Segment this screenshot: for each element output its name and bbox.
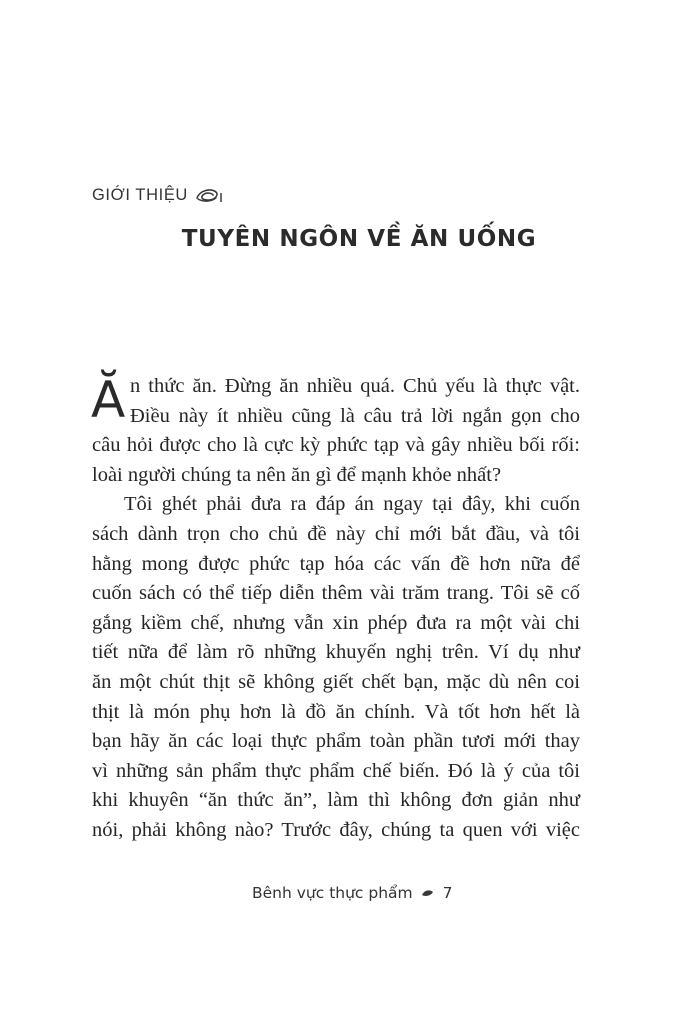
text-line: tiết nữa để làm rõ những khuyến nghị trên. Ví dụ như [92, 641, 580, 664]
text-line: Điều này ít nhiều cũng là câu trả lời ngắn gọn cho [130, 404, 580, 427]
text-line: Tôi ghét phải đưa ra đáp án ngay tại đây, khi cuốn [124, 493, 580, 516]
text-line: nói, phải không nào? Trước đây, chúng ta quen với việc [92, 818, 580, 841]
text-line: vì những sản phẩm thực phẩm chế biến. Đó là ý của tôi [92, 759, 580, 782]
text-line: thịt là món phụ hơn là đồ ăn chính. Và tốt hơn hết là [92, 700, 580, 723]
text-line: hằng mong được phức tạp hóa các vấn đề hơn nữa để [92, 552, 580, 575]
text-line: câu hỏi được cho là cực kỳ phức tạp và gây nhiều bối rối: [92, 434, 580, 457]
section-label-text: GIỚI THIỆU [92, 186, 188, 204]
text-line: n thức ăn. Đừng ăn nhiều quá. Chủ yếu là thực vật. [130, 375, 580, 397]
leaf-separator-icon [421, 888, 435, 898]
text-line: cuốn sách có thể tiếp diễn thêm vài trăm trang. Tôi sẽ cố [92, 582, 580, 605]
section-label [92, 186, 224, 205]
page-footer [252, 884, 453, 902]
body-text [92, 372, 580, 846]
text-line: gắng kiềm chế, nhưng vẫn xin phép đưa ra một vài chi [92, 611, 580, 634]
chapter-title: TUYÊN NGÔN VỀ ĂN UỐNG [181, 226, 537, 252]
text-line: loài người chúng ta nên ăn gì để mạnh khỏe nhất? [92, 463, 502, 486]
text-line: khi khuyên “ăn thức ăn”, làm thì không đơn giản như [92, 789, 580, 812]
leaf-ornament-icon [194, 187, 224, 205]
text-line: bạn hãy ăn các loại thực phẩm toàn phần tươi mới thay [92, 730, 580, 753]
text-line: sách dành trọn cho chủ đề này chỉ mới bắt đầu, và tôi [92, 522, 580, 545]
page-number: 7 [442, 884, 453, 902]
drop-cap: Ă [91, 371, 126, 429]
text-line: ăn một chút thịt sẽ không giết chết bạn, mặc dù nên coi [92, 670, 580, 693]
running-book-title: Bênh vực thực phẩm [252, 884, 413, 902]
